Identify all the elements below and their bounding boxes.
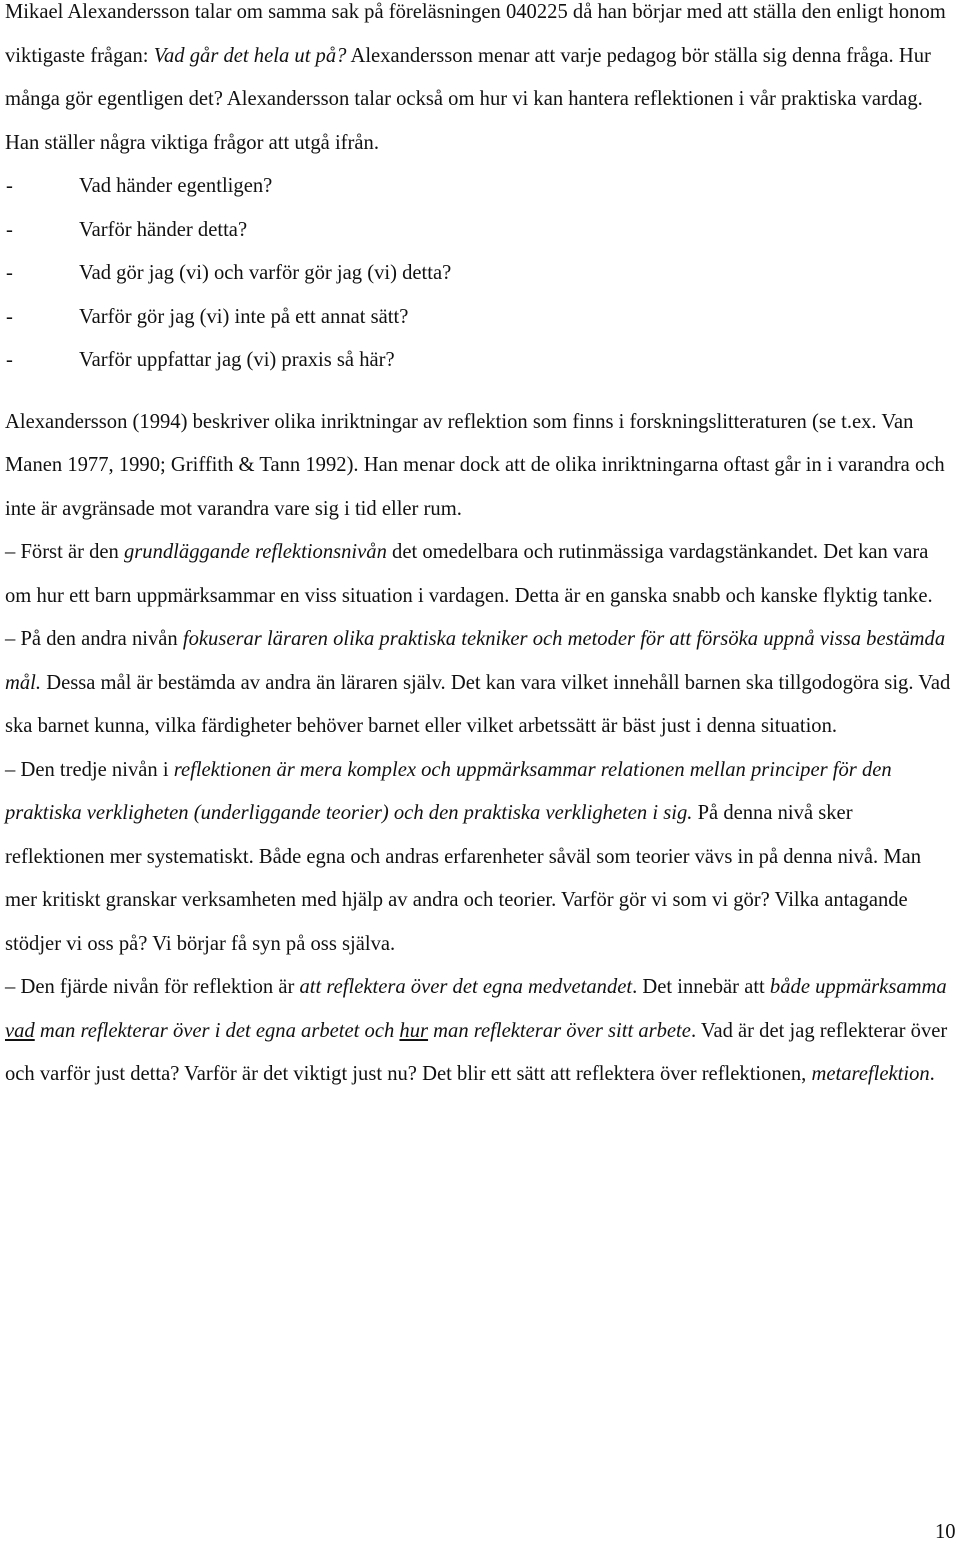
level-2-text-1: – På den andra nivån	[5, 628, 183, 650]
level-3-text-2: På denna nivå sker reflektionen mer systematiskt. Både egna och andras erfarenheter såväl som teorier vävs in på denna nivå. Man mer kritiskt granskar verksamheten med hjälp av andra och teorier. Varför gör vi som vi gör? Vilka antagande stödjer vi oss på? Vi börjar få syn på oss själva.	[5, 802, 922, 955]
list-dash: -	[6, 218, 13, 241]
list-dash: -	[6, 305, 13, 328]
list-item-text: Vad händer egentligen?	[79, 175, 273, 197]
level-3-italic: reflektionen är mera komplex och uppmärksammar relationen mellan principer för den praktiska verkligheten (underliggande teorier) och den praktiska verkligheten i sig.	[5, 758, 892, 824]
level-4-underlined-what	[5, 1020, 35, 1042]
level-1-italic: grundläggande reflektionsnivån	[123, 541, 387, 563]
list-dash: -	[6, 175, 13, 197]
list-item	[5, 339, 957, 383]
level-1-text-2: det omedelbara och rutinmässiga vardagstänkandet. Det kan vara om hur ett barn uppmärksammar en viss situation i vardagen. Detta är en ganska snabb och kanske flyktig tanke.	[5, 541, 933, 607]
level-4-text-3: . Vad är det jag reflekterar över och varför just detta? Varför är det viktigt just nu? Det blir ett sätt att reflektera över reflektionen,	[5, 1019, 948, 1085]
level-1-paragraph	[5, 531, 957, 618]
list-item	[5, 296, 957, 340]
list-item	[5, 209, 957, 253]
list-item-text: Varför händer detta?	[79, 218, 248, 241]
page-number: 10	[935, 1521, 956, 1543]
level-4-text-2: . Det innebär att	[632, 976, 770, 998]
paragraph-gap	[5, 383, 957, 401]
list-item-text: Varför gör jag (vi) inte på ett annat sätt?	[79, 305, 409, 328]
list-item	[5, 165, 957, 209]
underline-vad: vad	[5, 1019, 35, 1042]
list-item-text: Vad gör jag (vi) och varför gör jag (vi) detta?	[79, 262, 452, 284]
list-item-text: Varför uppfattar jag (vi) praxis så här?	[79, 349, 395, 371]
question-list	[5, 165, 957, 383]
level-4-italic-4: man reflekterar över sitt arbete	[428, 1019, 691, 1042]
level-4-italic-2: både uppmärksamma	[769, 976, 947, 998]
list-dash: -	[6, 349, 13, 371]
level-3-paragraph	[5, 749, 957, 967]
intro-italic-question: Vad går det hela ut på?	[153, 44, 347, 67]
level-1-text-1: – Först är den	[5, 541, 124, 563]
intro-text-2: Alexandersson menar att varje pedagog bör ställa sig denna fråga. Hur många gör egentligen det? Alexandersson talar också om hur vi kan hantera reflektionen i vår praktiska vardag. Han ställer några viktiga frågor att utgå ifrån.	[5, 44, 931, 154]
intro-paragraph	[5, 0, 957, 165]
document-page	[5, 0, 957, 1097]
underline-hur: hur	[399, 1019, 429, 1042]
level-4-italic-1: att reflektera över det egna medvetandet	[299, 976, 633, 998]
level-4-paragraph	[5, 966, 957, 1097]
list-item	[5, 252, 957, 296]
list-dash: -	[6, 262, 13, 284]
level-4-underlined-how	[399, 1020, 428, 1042]
level-2-text-2: Dessa mål är bestämda av andra än läraren själv. Det kan vara vilket innehåll barnen ska tillgodogöra sig. Vad ska barnet kunna, vilka färdigheter behöver barnet eller vilket arbetssätt är bäst just i denna situation.	[5, 671, 951, 737]
level-2-paragraph	[5, 618, 957, 749]
level-4-text-1: – Den fjärde nivån för reflektion är	[5, 976, 300, 998]
intro-text-1: Mikael Alexandersson talar om samma sak på föreläsningen 040225 då han börjar med att ställa den enligt honom viktigaste frågan:	[5, 1, 946, 67]
level-4-italic-3: man reflekterar över i det egna arbetet och	[34, 1019, 400, 1042]
level-3-text-1: – Den tredje nivån i	[5, 758, 174, 781]
level-4-italic-metareflektion: metareflektion	[811, 1063, 930, 1085]
overview-paragraph: Alexandersson (1994) beskriver olika inriktningar av reflektion som finns i forskningslitteraturen (se t.ex. Van Manen 1977, 1990; Griffith & Tann 1992). Han menar dock att de olika inriktningarna oftast går in i varandra och inte är avgränsade mot varandra vare sig i tid eller rum.	[5, 410, 945, 520]
level-4-text-4: .	[929, 1063, 935, 1085]
level-2-italic: fokuserar läraren olika praktiska tekniker och metoder för att försöka uppnå vissa bestämda mål.	[5, 628, 946, 694]
